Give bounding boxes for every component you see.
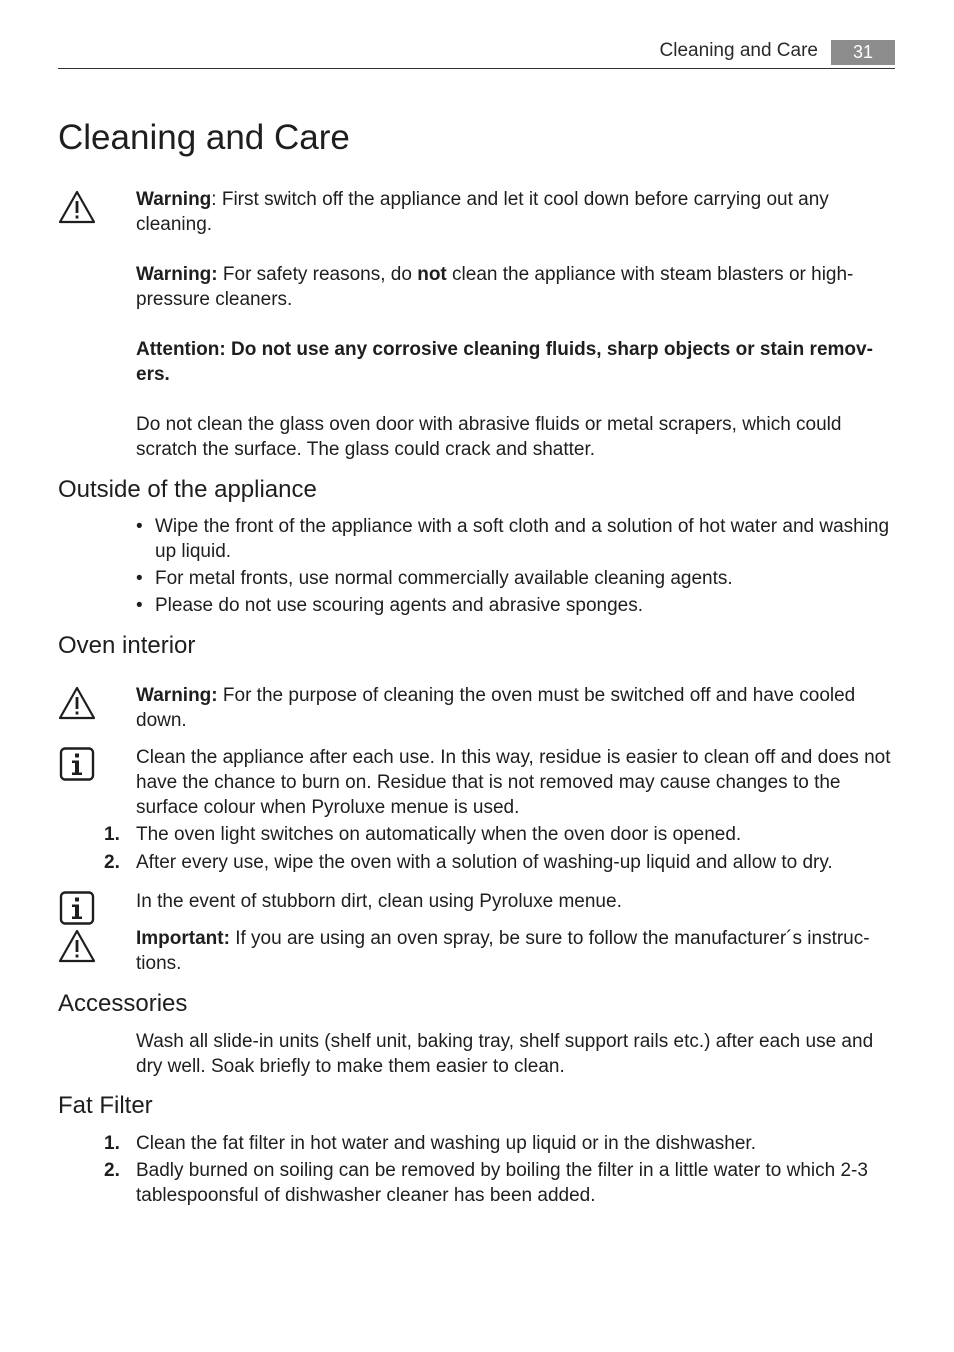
warning-oven-off: Warning: For the purpose of cleaning the oven must be switched off and have cooled down. — [136, 685, 856, 731]
heading-oven-interior: Oven interior — [58, 632, 196, 659]
list-item: • Wipe the front of the appliance with a soft cloth and a solution of hot water and washing up liquid. — [136, 514, 896, 564]
info-icon — [58, 747, 96, 781]
warning-steam: Warning: For safety reasons, do not clean the appliance with steam blasters or high-pressure cleaners. — [136, 264, 854, 310]
warning-label: Warning: — [136, 264, 218, 285]
heading-accessories: Accessories — [58, 990, 188, 1017]
heading-fat-filter: Fat Filter — [58, 1092, 153, 1119]
warning-triangle-icon — [58, 929, 96, 963]
important-label: Important: — [136, 928, 230, 949]
heading-outside: Outside of the appliance — [58, 476, 317, 503]
outside-list — [136, 514, 896, 620]
list-item: • Please do not use scouring agents and abrasive sponges. — [136, 593, 896, 618]
info-stubborn-dirt: In the event of stubborn dirt, clean using Pyroluxe menue. — [136, 891, 622, 912]
step-number: 1. — [104, 1133, 120, 1154]
important-oven-spray: Important: If you are using an oven spray, be sure to follow the manufacturer´s instruc-tions. — [136, 928, 870, 974]
list-item: • For metal fronts, use normal commercially available cleaning agents. — [136, 566, 896, 591]
step-text: The oven light switches on automatically when the oven door is opened. — [136, 824, 742, 845]
warning-triangle-icon — [58, 190, 96, 224]
step-text: Clean the fat filter in hot water and washing up liquid or in the dishwasher. — [136, 1133, 756, 1154]
page-title: Cleaning and Care — [58, 118, 350, 157]
header-section-title: Cleaning and Care — [659, 40, 818, 61]
step-text: Badly burned on soiling can be removed by boiling the filter in a little water to which 2-3 tablespoonsful of dishwasher cleaner has been added. — [136, 1160, 868, 1206]
glass-door-note: Do not clean the glass oven door with abrasive fluids or metal scrapers, which could scratch the surface. The glass could crack and shatter. — [136, 414, 842, 460]
warning-switch-off: Warning: First switch off the appliance and let it cool down before carrying out any cleaning. — [136, 189, 829, 235]
attention-note: Attention: Do not use any corrosive cleaning fluids, sharp objects or stain remov-ers. — [136, 339, 873, 385]
step-number: 1. — [104, 824, 120, 845]
accessories-text: Wash all slide-in units (shelf unit, baking tray, shelf support rails etc.) after each use and dry well. Soak briefly to make them easier to clean. — [136, 1031, 874, 1077]
page-number: 31 — [831, 40, 895, 65]
info-clean-after-use: Clean the appliance after each use. In this way, residue is easier to clean off and does not have the chance to burn on. Residue that is not removed may cause changes to the surface colour when Pyroluxe menue is used. — [136, 747, 891, 818]
info-icon — [58, 891, 96, 925]
step-text: After every use, wipe the oven with a solution of washing-up liquid and allow to dry. — [136, 852, 833, 873]
header-rule — [58, 68, 895, 69]
step-number: 2. — [104, 1160, 120, 1181]
warning-triangle-icon — [58, 686, 96, 720]
warning-label: Warning — [136, 189, 212, 210]
warning-label: Warning: — [136, 685, 218, 706]
step-number: 2. — [104, 852, 120, 873]
